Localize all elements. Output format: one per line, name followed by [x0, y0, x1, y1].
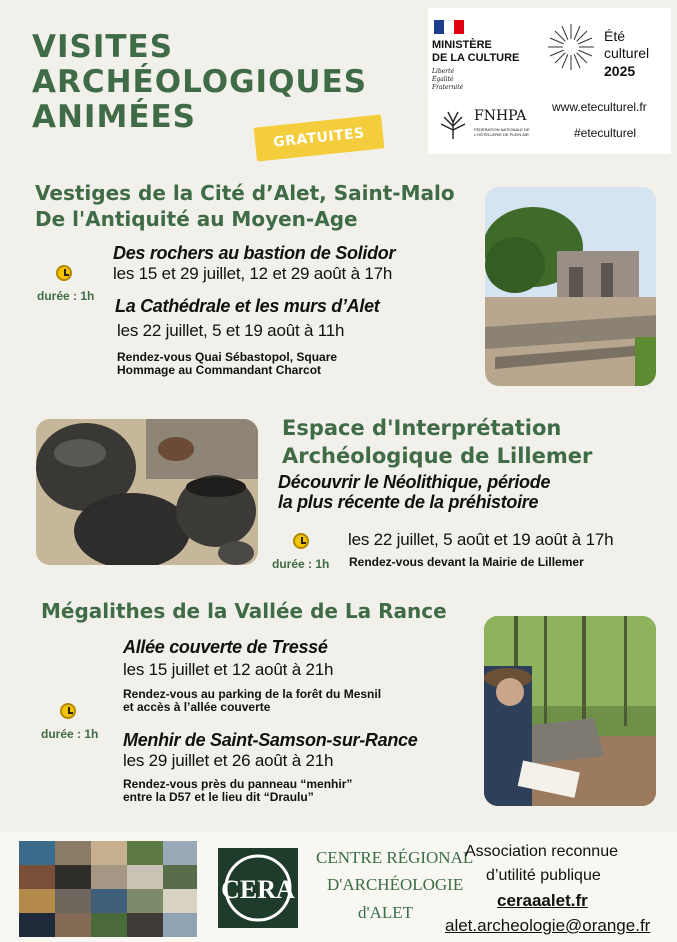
- section1-visit2-dates: les 22 juillet, 5 et 19 août à 11h: [117, 321, 345, 340]
- website-text: www.eteculturel.fr: [552, 100, 647, 114]
- gratuites-label: GRATUITES: [272, 125, 366, 151]
- ministry-line2: DE LA CULTURE: [432, 52, 520, 64]
- section2-title2: Archéologique de Lillemer: [282, 444, 593, 468]
- motto-1: Liberté: [432, 68, 455, 75]
- website-link[interactable]: ceraaalet.fr: [497, 891, 588, 910]
- ete-culturel-sunburst-icon: [546, 22, 596, 72]
- title-visites: VISITES: [32, 29, 174, 65]
- section3-clock-icon: [60, 703, 76, 719]
- section3-visit1-title: Allée couverte de Tressé: [123, 637, 328, 657]
- section3-duration: durée : 1h: [41, 727, 99, 741]
- centre-line2: D'ARCHÉOLOGIE: [327, 875, 464, 894]
- section2-subtitle2: la plus récente de la préhistoire: [278, 492, 539, 512]
- cera-logo-text: CERA: [221, 875, 295, 904]
- neolithic-pottery-photo: [36, 419, 258, 565]
- fnhpa-label: FNHPA: [474, 108, 527, 124]
- section3-visit2-dates: les 29 juillet et 26 août à 21h: [123, 751, 334, 770]
- section1-visit1-title: Des rochers au bastion de Solidor: [113, 243, 396, 263]
- section2-duration: durée : 1h: [272, 557, 330, 571]
- section3-visit1-rdv1: Rendez-vous au parking de la forêt du Mesnil: [123, 687, 382, 701]
- section2-rdv: Rendez-vous devant la Mairie de Lillemer: [349, 555, 584, 569]
- section3-visit2-rdv2: entre la D57 et le lieu dit “Draulu”: [123, 790, 314, 804]
- centre-line3: d'ALET: [358, 903, 413, 922]
- hashtag-text: #eteculturel: [574, 126, 637, 140]
- french-flag-icon: [434, 20, 464, 34]
- ete-line2: culturel: [604, 45, 650, 61]
- section3-visit1-rdv2: et accès à l’allée couverte: [123, 700, 271, 714]
- megalith-forest-photo: [484, 616, 656, 806]
- cera-logo: [218, 848, 298, 928]
- alet-ruins-photo: [485, 187, 656, 386]
- section1-title2: De l'Antiquité au Moyen-Age: [35, 207, 358, 231]
- section2-dates: les 22 juillet, 5 août et 19 août à 17h: [348, 530, 614, 549]
- section2-title1: Espace d'Interprétation: [282, 416, 562, 440]
- title-archeologiques: ARCHÉOLOGIQUES: [32, 64, 368, 100]
- section3-visit2-title: Menhir de Saint-Samson-sur-Rance: [123, 730, 418, 750]
- centre-line1: CENTRE RÉGIONAL: [316, 848, 474, 867]
- section2-subtitle1: Découvrir le Néolithique, période: [278, 472, 551, 492]
- ete-year: 2025: [604, 63, 636, 79]
- assoc-line2: d’utilité publique: [486, 867, 601, 884]
- motto-2: Égalité: [432, 76, 454, 83]
- section1-title1: Vestiges de la Cité d’Alet, Saint-Malo: [35, 181, 455, 205]
- motto-3: Fraternité: [432, 84, 464, 91]
- section1-clock-icon: [56, 265, 72, 281]
- ete-line1: Été: [604, 28, 626, 44]
- fnhpa-tree-icon: [438, 108, 468, 140]
- section1-visit1-dates: les 15 et 29 juillet, 12 et 29 août à 17h: [113, 264, 393, 283]
- ministry-line1: MINISTÈRE: [432, 39, 492, 51]
- section1-rdv-line1: Rendez-vous Quai Sébastopol, Square: [117, 350, 338, 364]
- email-link[interactable]: alet.archeologie@orange.fr: [445, 916, 651, 935]
- section3-visit2-rdv1: Rendez-vous près du panneau “menhir”: [123, 777, 353, 791]
- fnhpa-subtitle: FÉDÉRATION NATIONALE DE L'HÔTELLERIE DE PLEIN AIR: [474, 127, 530, 137]
- section2-clock-icon: [293, 533, 309, 549]
- partner-box: [428, 8, 671, 154]
- title-animees: ANIMÉES: [32, 99, 196, 135]
- section1-rdv-line2: Hommage au Commandant Charcot: [117, 363, 322, 377]
- gratuites-badge: [254, 114, 385, 161]
- section3-visit1-dates: les 15 juillet et 12 août à 21h: [123, 660, 334, 679]
- section1-visit2-title: La Cathédrale et les murs d’Alet: [115, 296, 380, 316]
- section1-duration: durée : 1h: [37, 289, 95, 303]
- section3-title: Mégalithes de la Vallée de La Rance: [41, 599, 447, 623]
- collage-photo: [19, 841, 197, 937]
- assoc-line1: Association reconnue: [465, 843, 618, 860]
